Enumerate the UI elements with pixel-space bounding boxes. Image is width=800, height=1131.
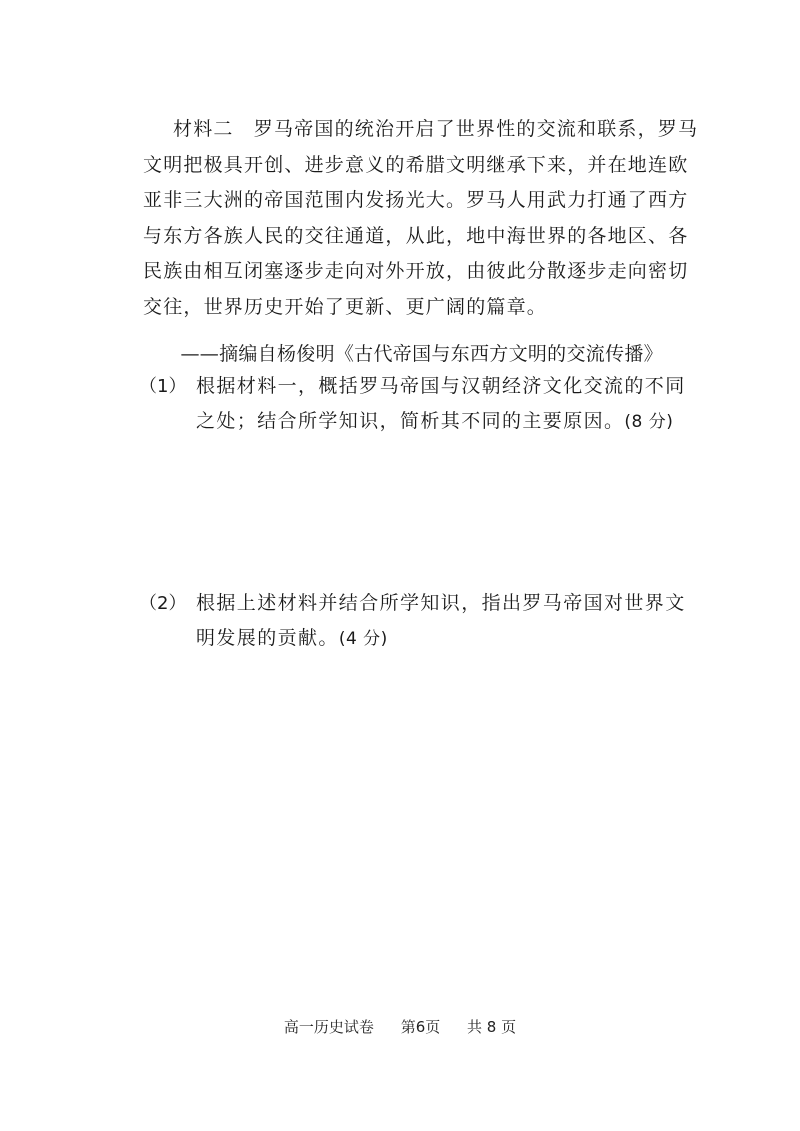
material-two-passage bbox=[143, 112, 699, 365]
material-line: 材料二 罗马帝国的统治开启了世界性的交流和联系，罗马 bbox=[173, 118, 699, 140]
material-line: 交往，世界历史开始了更新、更广阔的篇章。 bbox=[143, 295, 548, 318]
footer-total-pages: 共 8 页 bbox=[467, 1018, 517, 1036]
material-line: 亚非三大洲的帝国范围内发扬光大。罗马人用武力打通了西方 bbox=[143, 189, 689, 212]
material-source-citation: ——摘编自杨俊明《古代帝国与东西方文明的交流传播》 bbox=[180, 343, 663, 365]
question-line bbox=[196, 621, 663, 656]
question-points: (4 分) bbox=[338, 629, 388, 649]
question-line bbox=[196, 404, 674, 439]
material-line: 文明把极具开创、进步意义的希腊文明继承下来，并在地连欧 bbox=[143, 153, 689, 176]
question-points: (8 分) bbox=[624, 412, 674, 432]
question-1 bbox=[139, 369, 686, 439]
question-text bbox=[196, 586, 686, 656]
question-line: 根据上述材料并结合所学知识，指出罗马帝国对世界文 bbox=[196, 592, 686, 614]
question-2 bbox=[139, 586, 686, 656]
question-line-text: 明发展的贡献。 bbox=[196, 627, 339, 649]
question-number: （1） bbox=[139, 376, 187, 397]
material-line: 民族由相互闭塞逐步走向对外开放，由彼此分散逐步走向密切 bbox=[143, 260, 689, 283]
footer-exam-title: 高一历史试卷 bbox=[283, 1018, 374, 1036]
question-line-text: 之处；结合所学知识，简析其不同的主要原因。 bbox=[196, 410, 625, 432]
page-footer bbox=[0, 1016, 800, 1037]
question-line: 根据材料一，概括罗马帝国与汉朝经济文化交流的不同 bbox=[196, 375, 686, 397]
question-number: （2） bbox=[139, 593, 187, 614]
material-line: 与东方各族人民的交往通道，从此，地中海世界的各地区、各 bbox=[143, 224, 689, 247]
question-text bbox=[196, 369, 686, 439]
footer-page-number: 第6页 bbox=[400, 1018, 441, 1036]
